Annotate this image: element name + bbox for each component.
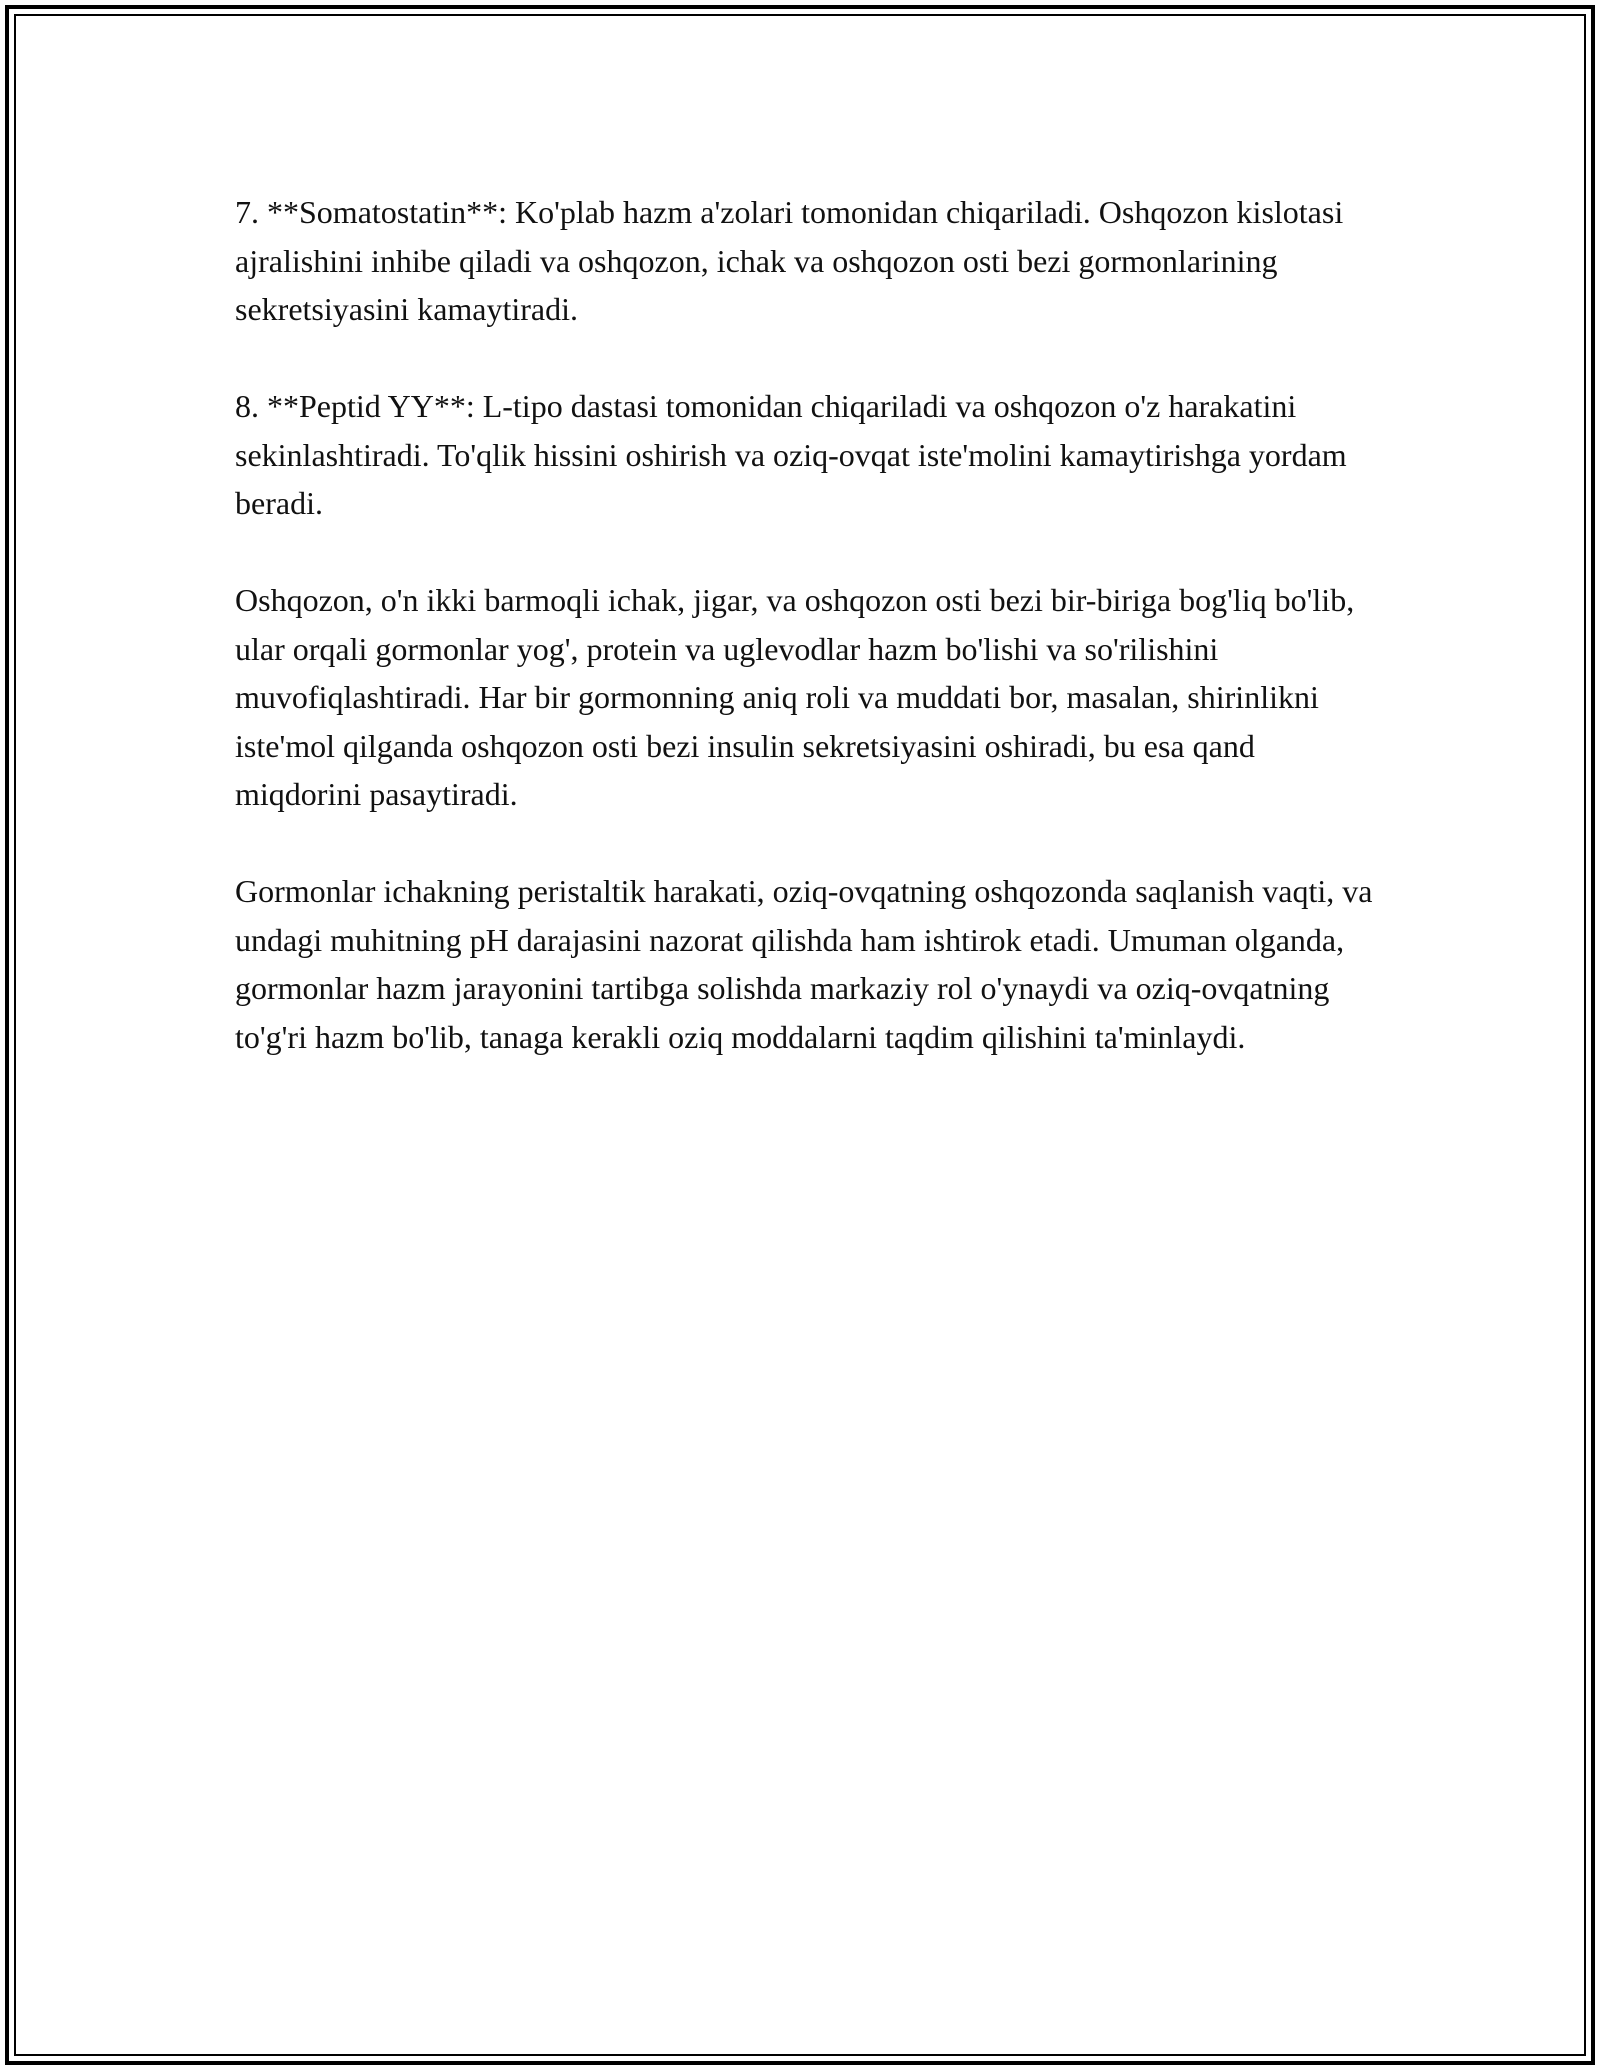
paragraph-organs-hormones: Oshqozon, o'n ikki barmoqli ichak, jigar, va oshqozon osti bezi bir-biriga bog'liq bo'lib, ular orqali gormonlar yog', protein va uglevodlar hazm bo'lishi va so'rilishini muvofiqlashtiradi. Har bir gormonning aniq roli va muddati bor, masalan, shirinlikni iste'mol qilganda oshqozon osti bezi insulin sekretsiyasini oshiradi, bu esa qand miqdorini pasaytiradi. — [235, 582, 1355, 812]
paragraph-peptid-yy: 8. **Peptid YY**: L-tipo dastasi tomonidan chiqariladi va oshqozon o'z harakatini sekinlashtiradi. To'qlik hissini oshirish va oziq-ovqat iste'molini kamaytirishga yordam beradi. — [235, 388, 1347, 521]
document-body — [235, 188, 1375, 1110]
paragraph-somatostatin: 7. **Somatostatin**: Ko'plab hazm a'zolari tomonidan chiqariladi. Oshqozon kislotasi ajralishini inhibe qiladi va oshqozon, ichak va oshqozon osti bezi gormonlarining sekretsiyasini kamaytiradi. — [235, 194, 1344, 327]
paragraph-conclusion: Gormonlar ichakning peristaltik harakati, oziq-ovqatning oshqozonda saqlanish vaqti, va undagi muhitning pH darajasini nazorat qilishda ham ishtirok etadi. Umuman olganda, gormonlar hazm jarayonini tartibga solishda markaziy rol o'ynaydi va oziq-ovqatning to'g'ri hazm bo'lib, tanaga kerakli oziq moddalarni taqdim qilishini ta'minlaydi. — [235, 873, 1373, 1055]
